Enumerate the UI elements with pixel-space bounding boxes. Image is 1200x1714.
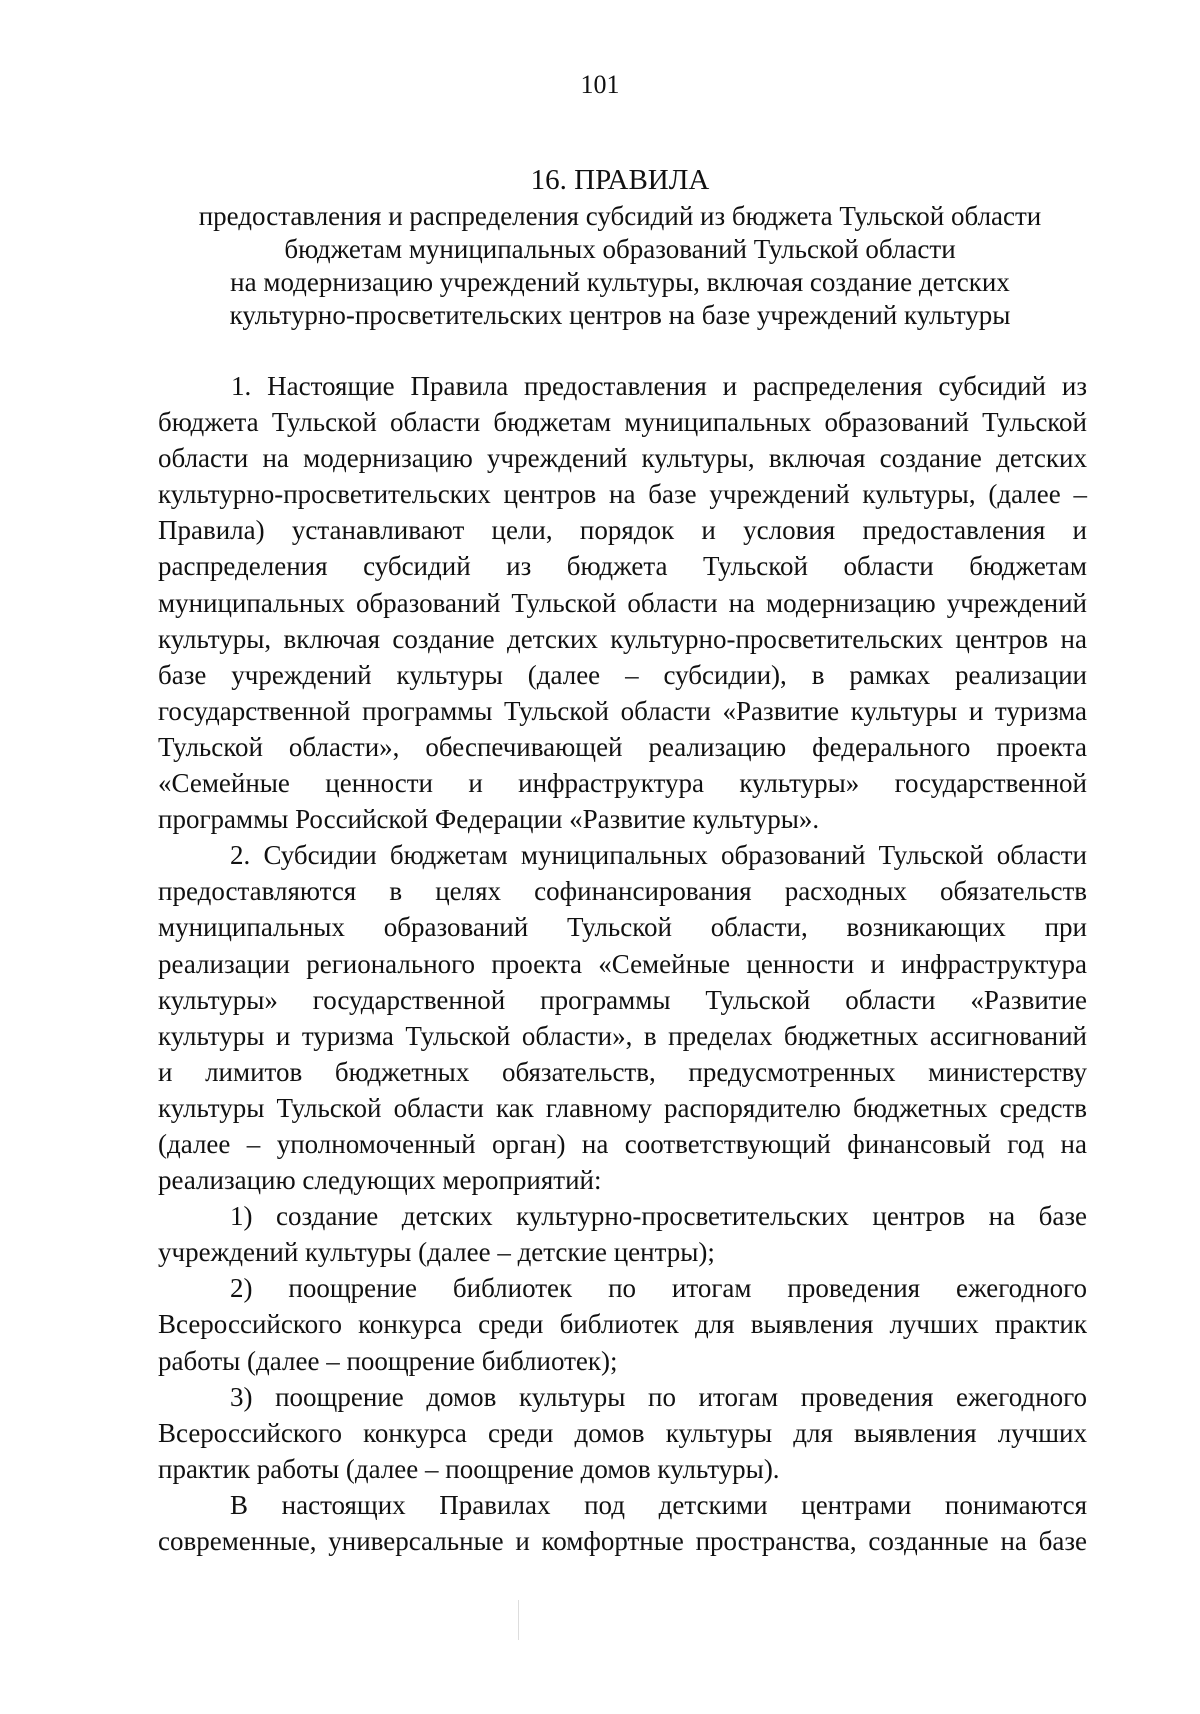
text-line: государственной программы Тульской области «Развитие культуры и туризма bbox=[158, 695, 1087, 726]
title-line: на модернизацию учреждений культуры, включая создание детских bbox=[230, 267, 1010, 297]
list-item-2 bbox=[158, 1270, 1087, 1378]
text-line: муниципальных образований Тульской области, возникающих при bbox=[158, 912, 1087, 943]
list-item-3 bbox=[158, 1379, 1087, 1487]
text-line: и лимитов бюджетных обязательств, предусмотренных министерству bbox=[158, 1056, 1087, 1087]
text-line: бюджета Тульской области бюджетам муниципальных образований Тульской bbox=[158, 407, 1087, 438]
text-line: программы Российской Федерации «Развитие культуры». bbox=[158, 804, 820, 835]
text-line: В настоящих Правилах под детскими центрами понимаются bbox=[230, 1489, 1087, 1520]
text-line: современные, универсальные и комфортные пространства, созданные на базе bbox=[158, 1526, 1087, 1556]
text-line: учреждений культуры (далее – детские центры); bbox=[158, 1237, 715, 1268]
text-line: Всероссийского конкурса среди библиотек для выявления лучших практик bbox=[158, 1309, 1087, 1340]
text-line: 1) создание детских культурно-просветительских центров на базе bbox=[230, 1201, 1087, 1232]
text-line: «Семейные ценности и инфраструктура культуры» государственной bbox=[158, 768, 1087, 799]
title-line: бюджетам муниципальных образований Тульской области bbox=[284, 234, 956, 264]
text-line: работы (далее – поощрение библиотек); bbox=[158, 1345, 618, 1376]
text-line: 2. Субсидии бюджетам муниципальных образований Тульской области bbox=[230, 840, 1087, 871]
text-line: культуры, включая создание детских культурно-просветительских центров на bbox=[158, 623, 1087, 654]
paragraph-1 bbox=[158, 368, 1087, 837]
scan-artifact bbox=[518, 1600, 519, 1640]
title-line: культурно-просветительских центров на базе учреждений культуры bbox=[229, 300, 1011, 330]
text-line: 2) поощрение библиотек по итогам проведения ежегодного bbox=[230, 1273, 1087, 1304]
text-line: реализации регионального проекта «Семейные ценности и инфраструктура bbox=[158, 948, 1087, 979]
text-line: (далее – уполномоченный орган) на соответствующий финансовый год на bbox=[158, 1128, 1087, 1159]
text-line: Всероссийского конкурса среди домов культуры для выявления лучших bbox=[158, 1417, 1087, 1448]
document-body bbox=[158, 368, 1087, 1559]
paragraph-2 bbox=[158, 837, 1087, 1198]
document-title bbox=[150, 162, 1090, 332]
text-line: культуры и туризма Тульской области», в пределах бюджетных ассигнований bbox=[158, 1020, 1087, 1051]
page-number: 101 bbox=[580, 70, 620, 99]
title-line: предоставления и распределения субсидий из бюджета Тульской области bbox=[198, 201, 1042, 231]
text-line: базе учреждений культуры (далее – субсидии), в рамках реализации bbox=[158, 659, 1087, 690]
text-line: 3) поощрение домов культуры по итогам проведения ежегодного bbox=[230, 1381, 1087, 1412]
list-item-1 bbox=[158, 1198, 1087, 1270]
text-line: реализацию следующих мероприятий: bbox=[158, 1165, 602, 1196]
paragraph-3 bbox=[158, 1487, 1087, 1559]
text-line: Правила) устанавливают цели, порядок и условия предоставления и bbox=[158, 515, 1087, 546]
text-line: культуры Тульской области как главному распорядителю бюджетных средств bbox=[158, 1092, 1087, 1123]
text-line: практик работы (далее – поощрение домов культуры). bbox=[158, 1453, 780, 1484]
title-heading: 16. ПРАВИЛА bbox=[530, 164, 710, 196]
text-line: муниципальных образований Тульской области на модернизацию учреждений bbox=[158, 587, 1087, 618]
text-line: 1. Настоящие Правила предоставления и распределения субсидий из bbox=[231, 371, 1087, 401]
text-line: Тульской области», обеспечивающей реализацию федерального проекта bbox=[158, 731, 1087, 762]
text-line: культуры» государственной программы Тульской области «Развитие bbox=[158, 984, 1087, 1015]
text-line: предоставляются в целях софинансирования расходных обязательств bbox=[158, 876, 1087, 907]
text-line: культурно-просветительских центров на базе учреждений культуры, (далее – bbox=[158, 479, 1087, 510]
text-line: области на модернизацию учреждений культуры, включая создание детских bbox=[158, 443, 1087, 474]
text-line: распределения субсидий из бюджета Тульской области бюджетам bbox=[158, 551, 1087, 582]
